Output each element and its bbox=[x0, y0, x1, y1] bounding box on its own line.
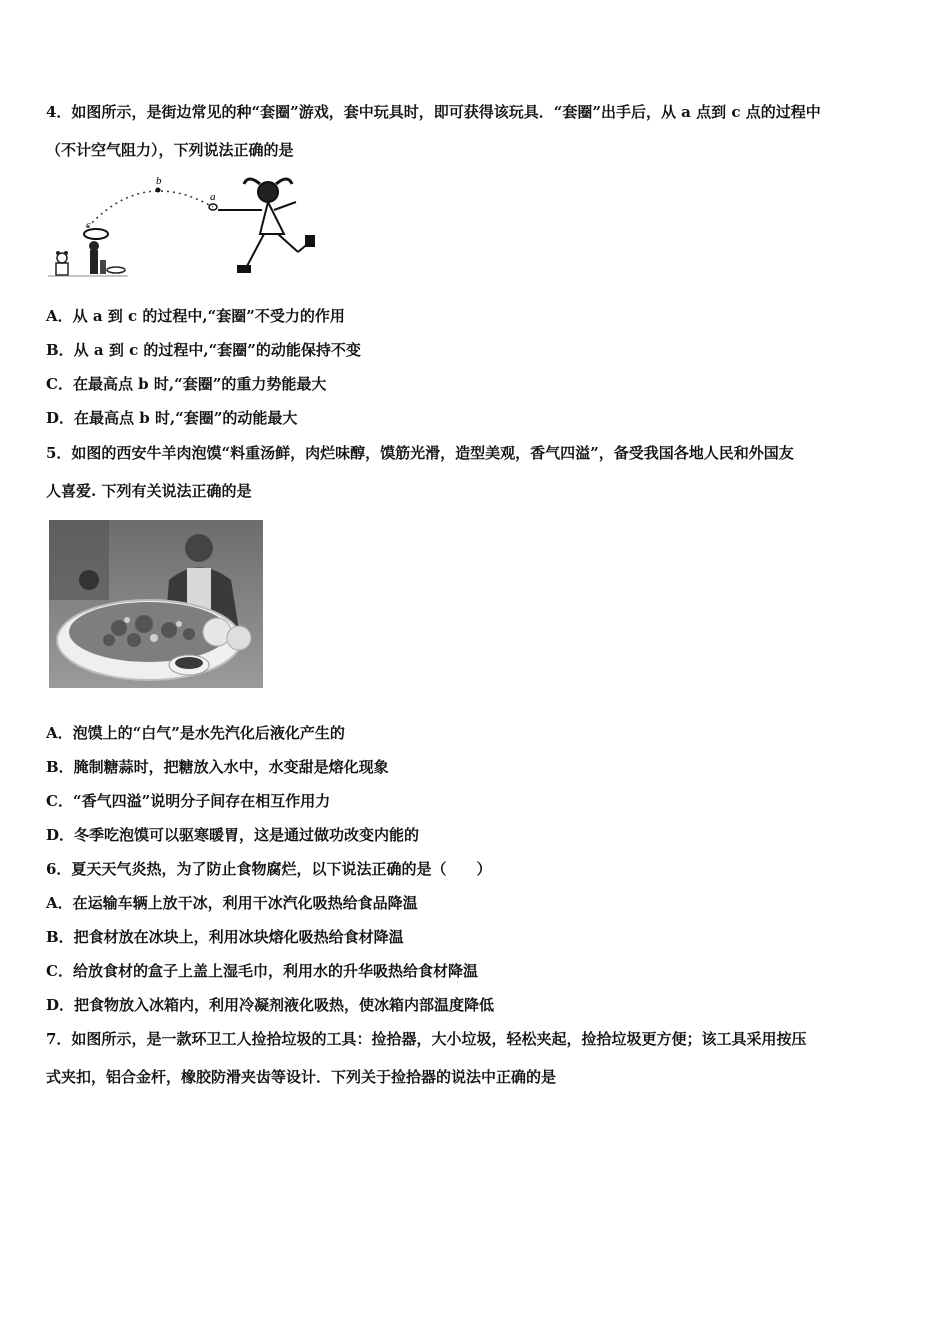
q4-stem-line2: （不计空气阻力），下列说法正确的是 bbox=[46, 141, 294, 159]
q4-stem-line1: 4．如图所示，是街边常见的种“套圈”游戏，套中玩具时，即可获得该玩具．“套圈”出手后，从 a 点到 c 点的过程中 bbox=[46, 103, 821, 121]
label-c: c bbox=[86, 219, 91, 231]
q5-option-a: A．泡馍上的“白气”是水先汽化后液化产生的 bbox=[46, 724, 345, 742]
q7-stem-line2: 式夹扣，铝合金杆，橡胶防滑夹齿等设计．下列关于捡拾器的说法中正确的是 bbox=[46, 1068, 557, 1086]
q4-option-d: D．在最高点 b 时,“套圈”的动能最大 bbox=[46, 409, 298, 427]
q6-option-c: C．给放食材的盒子上盖上湿毛巾，利用水的升华吸热给食材降温 bbox=[46, 962, 478, 980]
q6-option-b: B．把食材放在冰块上，利用冰块熔化吸热给食材降温 bbox=[46, 928, 404, 946]
ring-toss-figure bbox=[48, 172, 318, 284]
q5-option-b: B．腌制糖蒜时，把糖放入水中，水变甜是熔化现象 bbox=[46, 758, 389, 776]
q6-option-a: A．在运输车辆上放干冰，利用干冰汽化吸热给食品降温 bbox=[46, 894, 418, 912]
paomo-photo bbox=[49, 520, 263, 688]
q7-stem-line1: 7．如图所示，是一款环卫工人捡拾垃圾的工具：捡拾器，大小垃圾，轻松夹起，捡拾垃圾更方便；该工具采用按压 bbox=[46, 1030, 807, 1048]
q6-stem: 6．夏天天气炎热，为了防止食物腐烂，以下说法正确的是（ ） bbox=[46, 860, 492, 878]
girl-thrower-icon bbox=[218, 179, 314, 272]
ground-ring bbox=[107, 267, 125, 273]
toy-bear-icon bbox=[56, 251, 68, 275]
label-b: b bbox=[156, 175, 162, 187]
trajectory-path bbox=[88, 191, 213, 227]
label-a: a bbox=[210, 191, 216, 203]
q4-option-c: C．在最高点 b 时,“套圈”的重力势能最大 bbox=[46, 375, 327, 393]
toy-figure-icon bbox=[89, 241, 106, 274]
q5-stem-line2: 人喜爱. 下列有关说法正确的是 bbox=[46, 482, 252, 500]
q6-option-d: D．把食物放入冰箱内，利用冷凝剂液化吸热，使冰箱内部温度降低 bbox=[46, 996, 495, 1014]
q5-stem-line1: 5．如图的西安牛羊肉泡馍“料重汤鲜，肉烂味醇，馍筋光滑，造型美观，香气四溢”，备受我国各地人民和外国友 bbox=[46, 444, 794, 462]
q5-option-c: C．“香气四溢”说明分子间存在相互作用力 bbox=[46, 792, 331, 810]
point-b bbox=[156, 188, 161, 193]
q4-option-a: A．从 a 到 c 的过程中,“套圈”不受力的作用 bbox=[46, 307, 345, 325]
q5-option-d: D．冬季吃泡馍可以驱寒暖胃，这是通过做功改变内能的 bbox=[46, 826, 420, 844]
q4-option-b: B．从 a 到 c 的过程中,“套圈”的动能保持不变 bbox=[46, 341, 361, 359]
bun bbox=[203, 618, 231, 646]
